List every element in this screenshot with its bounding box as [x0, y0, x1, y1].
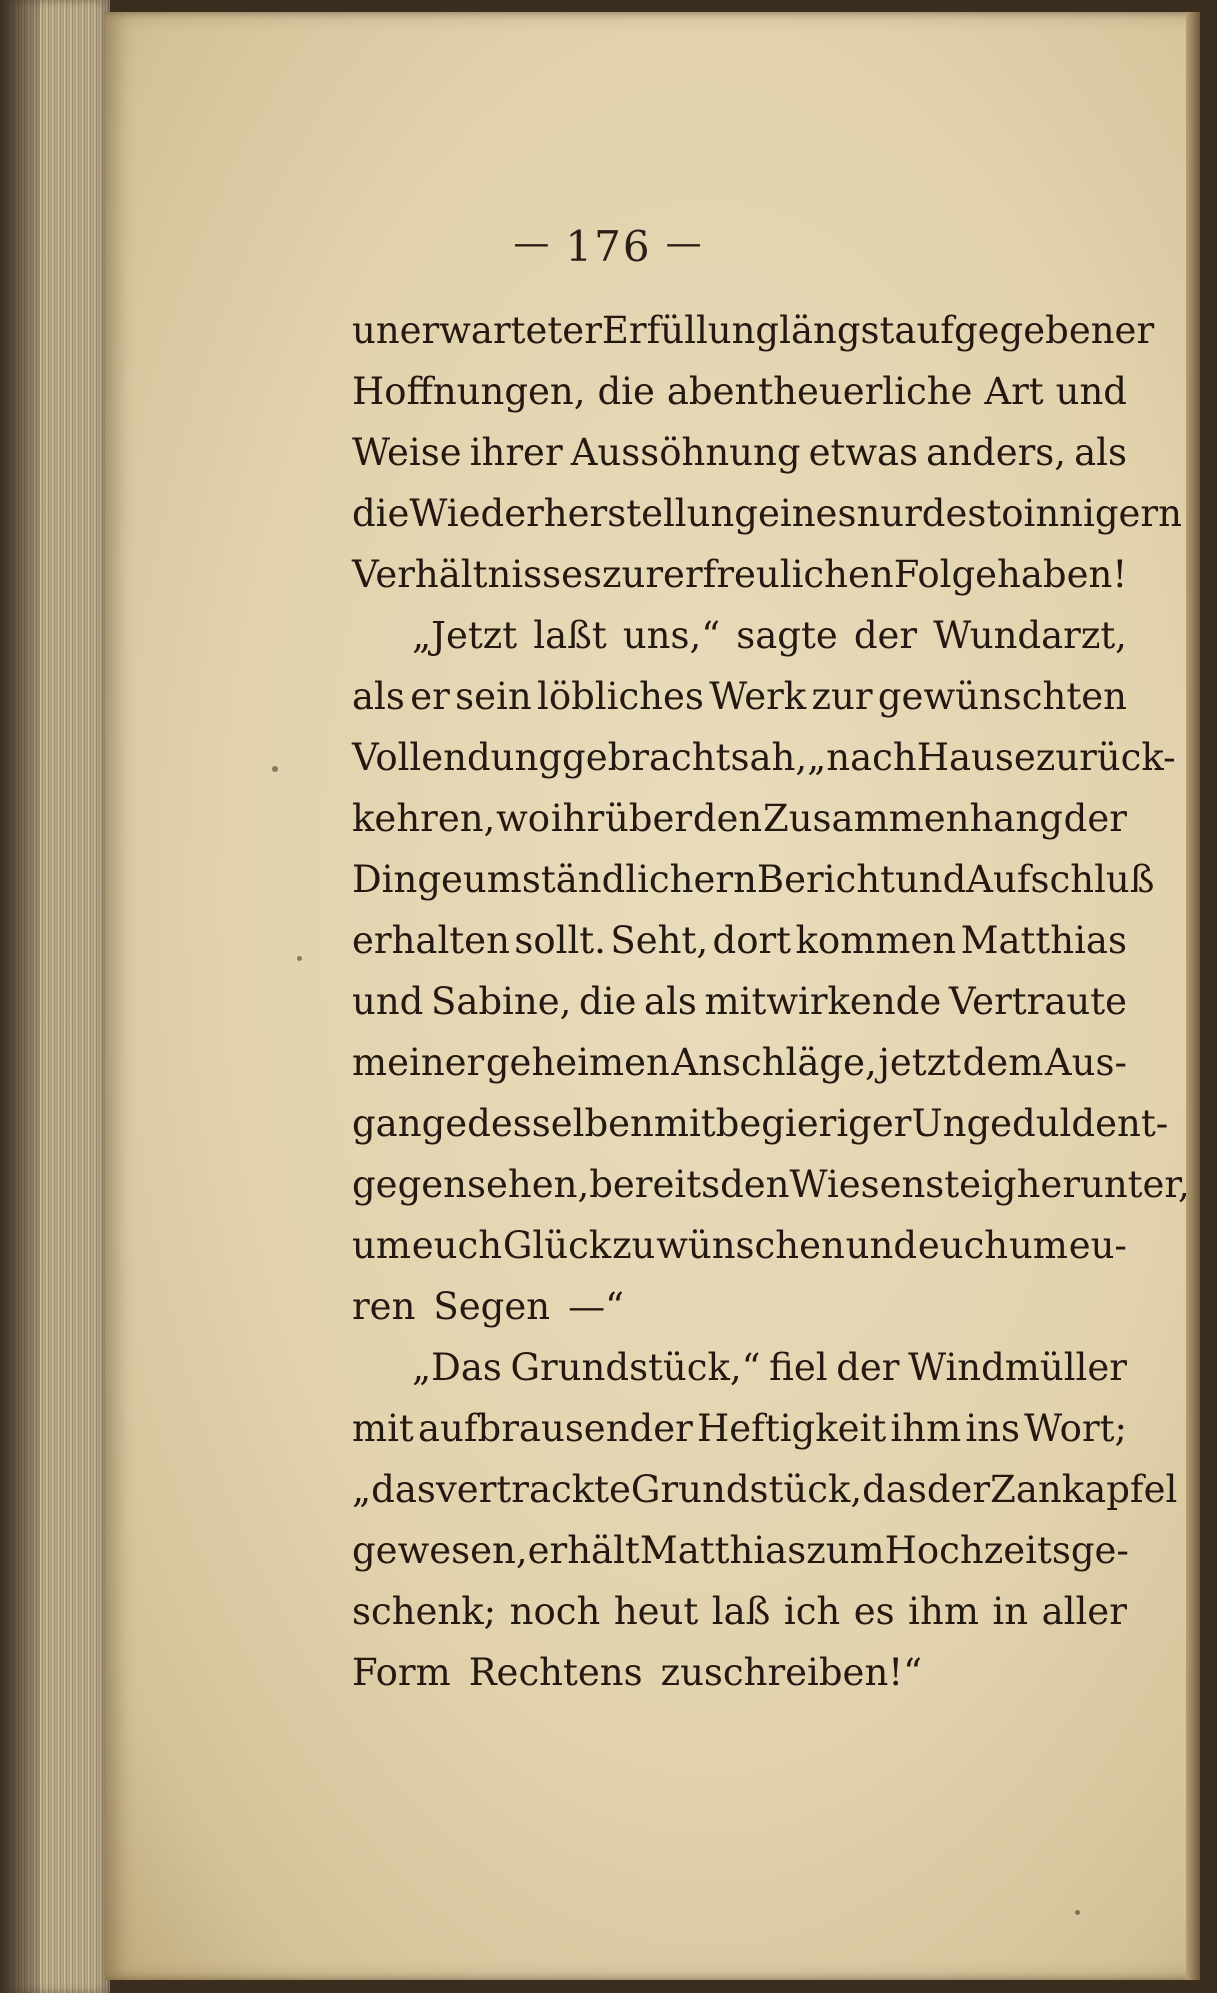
text-word: Grundstück,“ — [510, 1346, 761, 1389]
text-word: den — [720, 1163, 790, 1206]
text-word: Hause — [916, 736, 1036, 779]
text-word: die — [352, 492, 410, 535]
text-word: mit — [352, 1407, 414, 1450]
text-word: sollt. — [514, 919, 606, 962]
text-word: Folge — [893, 553, 998, 596]
text-word: „das — [352, 1468, 436, 1511]
text-word: zur — [602, 553, 664, 596]
text-line — [352, 1398, 1127, 1459]
text-word: wünschen — [656, 1224, 845, 1267]
text-line — [352, 971, 1127, 1032]
text-word: als — [352, 675, 405, 718]
text-word: wo — [496, 797, 551, 840]
text-word: geheimen — [485, 1041, 670, 1084]
text-word: Weise — [352, 431, 462, 474]
text-word: desselben — [467, 1102, 654, 1145]
page-number-value: 176 — [565, 222, 652, 271]
text-line — [352, 361, 1127, 422]
text-word: Werk — [709, 675, 807, 718]
text-word: nur — [856, 492, 922, 535]
text-word: desto — [921, 492, 1024, 535]
text-word: als — [644, 980, 697, 1023]
text-word: —“ — [568, 1285, 624, 1328]
text-word: Form — [352, 1651, 451, 1694]
text-word: löbliches — [536, 675, 704, 718]
text-word: mit — [653, 1102, 716, 1145]
text-word: Aussöhnung — [570, 431, 801, 474]
text-line — [352, 1276, 1127, 1337]
text-word: und — [845, 1224, 918, 1267]
text-word: den — [692, 797, 763, 840]
text-word: fiel — [769, 1346, 828, 1389]
text-word: ihm — [908, 1590, 979, 1633]
text-word: das — [862, 1468, 927, 1511]
text-word: die — [597, 370, 655, 413]
text-word: Zusammenhang — [763, 797, 1063, 840]
text-line — [352, 1459, 1178, 1520]
text-word: Wundarzt, — [933, 614, 1127, 657]
text-word: eu- — [1068, 1224, 1127, 1267]
text-word: erhält — [527, 1529, 640, 1572]
page-gutter — [1186, 12, 1200, 1980]
text-word: und — [1055, 370, 1127, 413]
text-word: heut — [613, 1590, 699, 1633]
text-line — [352, 422, 1127, 483]
text-word: Verhältnisses — [352, 553, 603, 596]
text-line — [352, 300, 1155, 361]
text-word: zurück- — [1035, 736, 1176, 779]
text-word: Ungeduld — [911, 1102, 1096, 1145]
text-word: ihr — [550, 797, 605, 840]
text-line — [352, 1215, 1127, 1276]
text-word: umständlichern — [462, 858, 757, 901]
text-word: gange — [352, 1102, 468, 1145]
page-number-dash-right: — — [665, 223, 704, 264]
text-word: sagte — [736, 614, 838, 657]
text-line — [352, 1520, 1127, 1581]
text-word: uns,“ — [622, 614, 721, 657]
text-line — [352, 1337, 1127, 1398]
text-word: „Das — [412, 1346, 502, 1389]
text-word: er — [410, 675, 450, 718]
text-word: erfreulichen — [663, 553, 894, 596]
text-line — [352, 1032, 1127, 1093]
text-word: in — [992, 1590, 1029, 1633]
text-word: innigern — [1023, 492, 1182, 535]
text-word: Segen — [433, 1285, 551, 1328]
text-word: und — [352, 980, 424, 1023]
paper-speck — [297, 956, 302, 961]
text-word: etwas — [808, 431, 919, 474]
text-word: Sabine, — [430, 980, 572, 1023]
page-number-dash-left: — — [513, 223, 552, 264]
text-word: sehen, — [467, 1163, 590, 1206]
text-word: ich — [783, 1590, 841, 1633]
text-word: Erfüllung — [601, 309, 780, 352]
text-word: bereits — [589, 1163, 721, 1206]
text-word: Bericht — [756, 858, 895, 901]
text-word: der — [1063, 797, 1127, 840]
text-word: begieriger — [715, 1102, 912, 1145]
text-word: zur — [811, 675, 873, 718]
text-line — [352, 849, 1155, 910]
text-word: sein — [455, 675, 532, 718]
text-word: gegen — [352, 1163, 467, 1206]
text-word: die — [579, 980, 637, 1023]
text-line — [352, 910, 1127, 971]
text-line — [352, 666, 1127, 727]
text-word: ihrer — [469, 431, 563, 474]
text-word: Dinge — [352, 858, 463, 901]
text-word: kommen — [795, 919, 957, 962]
text-word: sah, — [730, 736, 808, 779]
text-word: dem — [962, 1041, 1044, 1084]
text-word: gewünschten — [877, 675, 1127, 718]
text-word: Aus- — [1044, 1041, 1127, 1084]
text-word: um — [352, 1224, 411, 1267]
paper-speck — [272, 766, 278, 772]
text-word: längst — [779, 309, 895, 352]
page-number — [0, 222, 1217, 271]
text-word: noch — [509, 1590, 601, 1633]
text-line — [352, 1154, 1190, 1215]
text-word: „Jetzt — [412, 614, 518, 657]
text-word: gewesen, — [352, 1529, 528, 1572]
text-word: kehren, — [352, 797, 496, 840]
text-word: anders, — [926, 431, 1067, 474]
text-word: dort — [712, 919, 792, 962]
text-word: ren — [352, 1285, 416, 1328]
text-word: haben! — [997, 553, 1128, 596]
text-word: Wiederherstellung — [409, 492, 758, 535]
text-word: laß — [711, 1590, 771, 1633]
text-line — [352, 1581, 1127, 1642]
text-word: Matthias — [639, 1529, 807, 1572]
text-word: der — [853, 614, 918, 657]
text-word: der — [926, 1468, 991, 1511]
text-word: der — [836, 1346, 900, 1389]
text-word: euch — [917, 1224, 1009, 1267]
text-word: zuschreiben!“ — [660, 1651, 923, 1694]
text-word: ent- — [1095, 1102, 1169, 1145]
text-line — [352, 788, 1127, 849]
text-line — [352, 544, 1127, 605]
text-word: und — [894, 858, 967, 901]
body-text — [352, 300, 1190, 1703]
text-word: Glück — [502, 1224, 612, 1267]
text-line — [352, 483, 1182, 544]
text-word: herunter, — [1016, 1163, 1190, 1206]
text-word: Hoffnungen, — [352, 370, 586, 413]
text-line — [352, 727, 1176, 788]
text-word: abentheuerliche — [666, 370, 973, 413]
text-word: Windmüller — [908, 1346, 1127, 1389]
text-word: Rechtens — [468, 1651, 643, 1694]
text-line — [352, 1093, 1169, 1154]
text-word: zu — [612, 1224, 656, 1267]
text-word: Anschläge, — [671, 1041, 877, 1084]
text-word: Matthias — [960, 919, 1127, 962]
text-word: aller — [1041, 1590, 1127, 1633]
text-word: aufgegebener — [894, 309, 1155, 352]
text-word: es — [853, 1590, 895, 1633]
text-word: mitwirkende — [704, 980, 942, 1023]
text-word: unerwarteter — [352, 309, 602, 352]
text-word: jetzt — [878, 1041, 961, 1084]
text-word: „nach — [807, 736, 917, 779]
text-word: um — [1008, 1224, 1068, 1267]
paper-speck — [1075, 1910, 1080, 1915]
page-edges — [0, 0, 110, 1993]
text-word: Wiesensteig — [789, 1163, 1017, 1206]
text-word: euch — [411, 1224, 503, 1267]
text-word: Grundstück, — [630, 1468, 863, 1511]
text-word: ihm — [890, 1407, 962, 1450]
text-word: Art — [984, 370, 1044, 413]
text-word: ins — [965, 1407, 1020, 1450]
text-word: vertrackte — [435, 1468, 631, 1511]
text-word: erhalten — [352, 919, 510, 962]
text-word: eines — [757, 492, 857, 535]
text-word: schenk; — [352, 1590, 497, 1633]
text-word: Heftigkeit — [696, 1407, 887, 1450]
text-line — [352, 1642, 1127, 1703]
text-word: Aufschluß — [966, 858, 1155, 901]
text-word: gebracht — [562, 736, 731, 779]
text-word: über — [604, 797, 693, 840]
text-word: zum — [806, 1529, 885, 1572]
text-word: meiner — [352, 1041, 485, 1084]
text-word: Hochzeitsge- — [884, 1529, 1129, 1572]
text-word: Zankapfel — [990, 1468, 1178, 1511]
text-word: aufbrausender — [417, 1407, 693, 1450]
text-word: laßt — [533, 614, 607, 657]
text-word: Vollendung — [352, 736, 563, 779]
text-word: als — [1074, 431, 1127, 474]
text-word: Vertraute — [948, 980, 1127, 1023]
text-word: Seht, — [610, 919, 709, 962]
text-word: Wort; — [1024, 1407, 1127, 1450]
text-line — [352, 605, 1127, 666]
